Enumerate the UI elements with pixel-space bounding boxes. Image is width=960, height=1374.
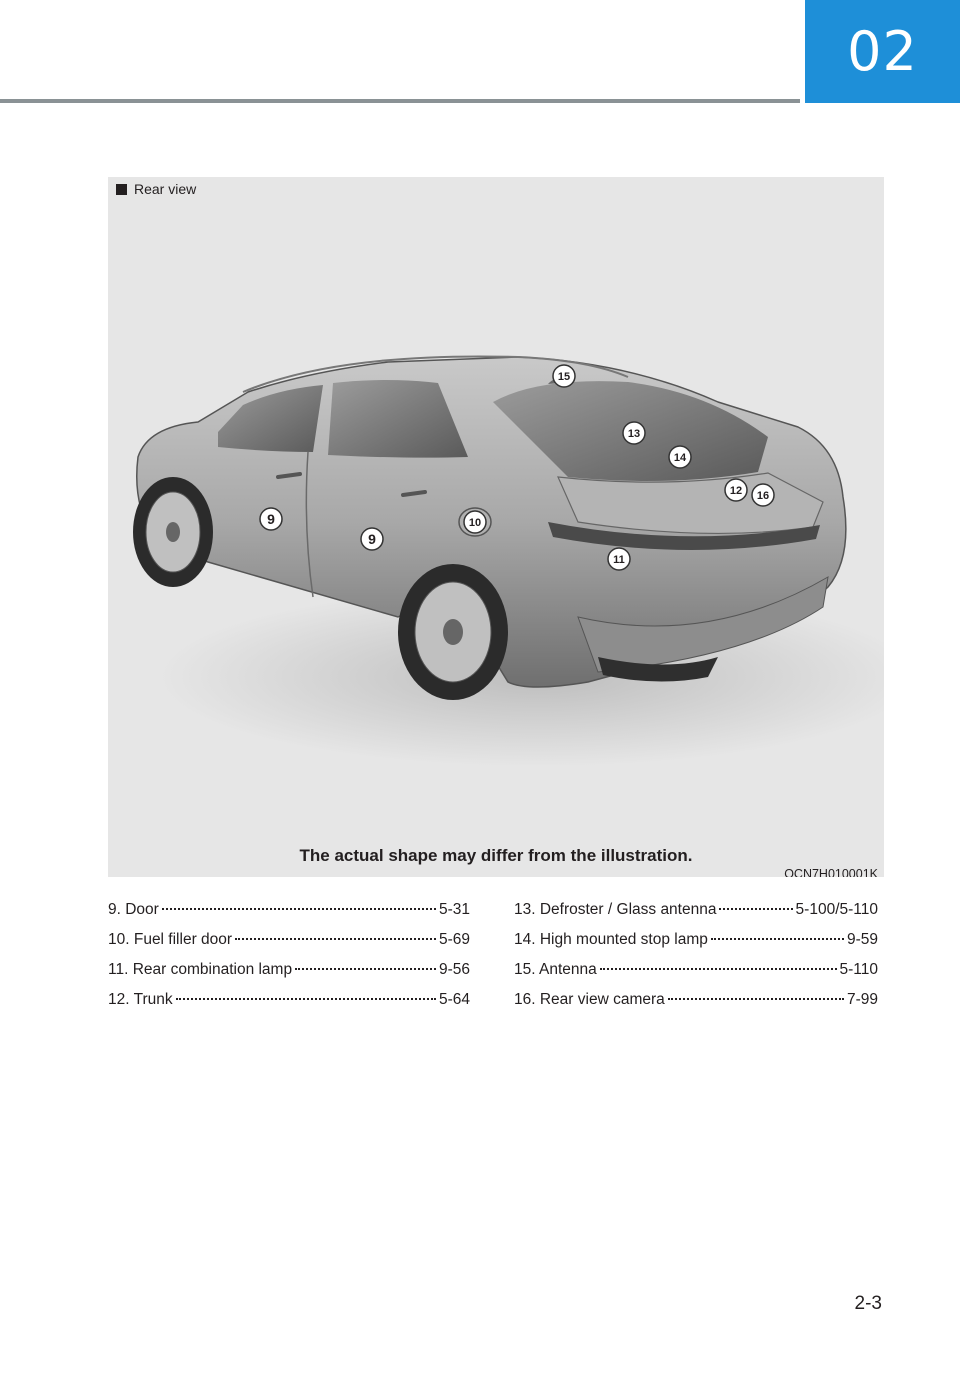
dot-leader <box>600 968 837 970</box>
index-entry <box>514 931 878 961</box>
index-entry-page: 9-56 <box>438 961 470 978</box>
callout-15 <box>553 365 575 387</box>
callout-label: 12 <box>729 485 743 497</box>
callout-13 <box>623 422 645 444</box>
callout-layer <box>108 177 884 877</box>
index-entry-page: 5-31 <box>438 901 470 918</box>
index-entry <box>108 961 470 991</box>
dot-leader <box>719 908 792 910</box>
index-entry-page: 9-59 <box>846 931 878 948</box>
dot-leader <box>176 998 436 1000</box>
dot-leader <box>235 938 436 940</box>
callout-11 <box>608 548 630 570</box>
dot-leader <box>162 908 436 910</box>
callout-label: 16 <box>756 490 770 502</box>
index-entry <box>108 901 470 931</box>
index-entry-label: 10. Fuel filler door <box>108 931 233 948</box>
chapter-number: 02 <box>847 20 918 83</box>
index-entry-label: 11. Rear combination lamp <box>108 961 293 978</box>
dot-leader <box>668 998 844 1000</box>
dot-leader <box>295 968 436 970</box>
callout-9-rear <box>361 528 383 550</box>
callout-label: 15 <box>557 371 571 383</box>
index-entry-page: 5-110 <box>839 961 878 978</box>
callout-10 <box>464 511 486 533</box>
index-entry-label: 13. Defroster / Glass antenna <box>514 901 717 918</box>
section-label-text: Rear view <box>134 181 197 197</box>
index-entry-label: 15. Antenna <box>514 961 597 978</box>
callout-label: 9 <box>267 511 275 527</box>
index-entry <box>514 991 878 1021</box>
index-entry <box>514 901 878 931</box>
dot-leader <box>711 938 844 940</box>
callout-label: 14 <box>673 452 687 464</box>
figure-code: OCN7H010001K <box>784 867 878 877</box>
rear-view-figure <box>108 177 884 877</box>
index-entry-page: 5-69 <box>438 931 470 948</box>
index-entry-page: 5-100/5-110 <box>795 901 878 918</box>
callout-16 <box>752 484 774 506</box>
callout-12 <box>725 479 747 501</box>
index-entry-page: 5-64 <box>438 991 470 1008</box>
page-number: 2-3 <box>854 1293 882 1314</box>
index-entry-label: 14. High mounted stop lamp <box>514 931 708 948</box>
index-entry <box>514 961 878 991</box>
index-entry <box>108 991 470 1021</box>
index-list-right <box>514 901 878 1021</box>
figure-caption: The actual shape may differ from the illustration. <box>299 846 693 865</box>
chapter-tab <box>805 0 960 103</box>
index-entry-label: 9. Door <box>108 901 159 918</box>
callout-label: 9 <box>368 531 376 547</box>
index-entry-label: 12. Trunk <box>108 991 173 1008</box>
callout-label: 11 <box>613 554 625 566</box>
callout-label: 10 <box>468 517 482 529</box>
callout-label: 13 <box>627 428 641 440</box>
index-list-left <box>108 901 470 1021</box>
header-rule <box>0 99 800 103</box>
callout-9-front <box>260 508 282 530</box>
index-entry-page: 7-99 <box>846 991 878 1008</box>
index-entry <box>108 931 470 961</box>
index-entry-label: 16. Rear view camera <box>514 991 665 1008</box>
callout-14 <box>669 446 691 468</box>
